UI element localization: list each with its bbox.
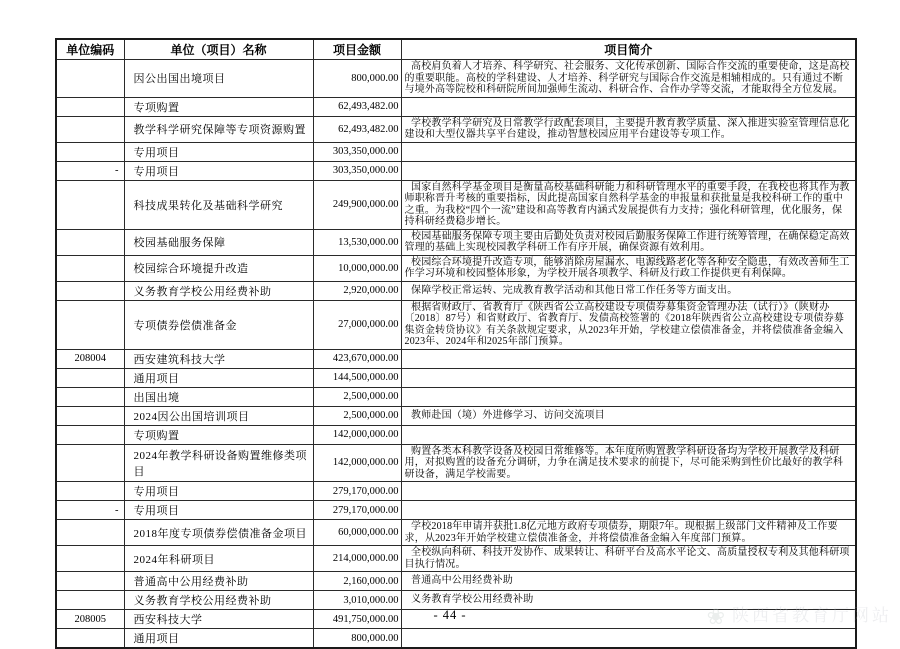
table-row [56,629,856,649]
row-amount-cell: 60,000,000.00 [313,520,401,546]
row-code-cell [56,142,124,161]
row-desc-cell [401,161,856,180]
row-code-cell [56,546,124,572]
table-row [56,572,856,591]
row-code-cell [56,591,124,610]
row-amount-cell: 2,160,000.00 [313,572,401,591]
row-amount-cell: 214,000,000.00 [313,546,401,572]
row-amount-cell: 142,000,000.00 [313,425,401,444]
row-desc-cell: 义务教育学校公用经费补助 [401,591,856,610]
header-amount: 项目金额 [313,39,401,60]
row-code-cell [56,180,124,229]
row-amount-cell: 303,350,000.00 [313,142,401,161]
row-code-cell [56,116,124,142]
table-row [56,425,856,444]
row-name-cell: 校园综合环境提升改造 [124,255,313,281]
row-desc-cell: 学校2018年申请并获批1.8亿元地方政府专项债券，期限7年。现根据上级部门文件精神及工作要求，从2023年开始学校建立偿债准备金，并将偿债准备金编入年度部门预算。 [401,520,856,546]
table-row [56,255,856,281]
row-name-cell: 出国出境 [124,387,313,406]
table-row [56,116,856,142]
row-desc-cell: 普通高中公用经费补助 [401,572,856,591]
row-desc-cell [401,482,856,501]
row-name-cell: 义务教育学校公用经费补助 [124,281,313,300]
row-code-cell [56,60,124,98]
row-code-cell: - [56,161,124,180]
row-code-cell [56,387,124,406]
row-code-cell: 208004 [56,349,124,368]
budget-table [55,38,857,649]
table-row [56,406,856,425]
row-desc-cell [401,368,856,387]
row-code-cell: - [56,501,124,520]
row-amount-cell: 303,350,000.00 [313,161,401,180]
row-amount-cell: 2,500,000.00 [313,387,401,406]
row-amount-cell: 800,000.00 [313,629,401,649]
row-name-cell: 专用项目 [124,501,313,520]
row-amount-cell: 800,000.00 [313,60,401,98]
row-desc-cell: 教师赴国（境）外进修学习、访问交流项目 [401,406,856,425]
row-code-cell: 208005 [56,610,124,629]
flower-logo-icon: ❀ [706,604,728,629]
table-row [56,387,856,406]
row-name-cell: 专用项目 [124,482,313,501]
row-desc-cell: 校园综合环境提升改造专项，能够消除房屋漏水、电源线路老化等各种安全隐患，有效改善师生工作学习环境和校园整体形象，为学校开展各项教学、科研及行政工作提供更有利保障。 [401,255,856,281]
row-amount-cell: 27,000,000.00 [313,300,401,349]
row-code-cell [56,425,124,444]
row-name-cell: 2024因公出国培训项目 [124,406,313,425]
row-name-cell: 义务教育学校公用经费补助 [124,591,313,610]
row-name-cell: 校园基础服务保障 [124,229,313,255]
header-unit-name: 单位（项目）名称 [124,39,313,60]
table-row [56,482,856,501]
row-code-cell [56,444,124,482]
watermark-text: 陕西省教育厅网站 [732,605,892,625]
row-code-cell [56,300,124,349]
row-code-cell [56,368,124,387]
row-name-cell: 科技成果转化及基础科学研究 [124,180,313,229]
row-name-cell: 通用项目 [124,629,313,649]
row-desc-cell: 学校教学科学研究及日常教学行政配套项目，主要提升教育教学质量、深入推进实验室管理信息化建设和大型仪器共享平台建设，推动智慧校园应用平台建设等专项工作。 [401,116,856,142]
row-amount-cell: 2,500,000.00 [313,406,401,425]
table-row [56,60,856,98]
row-code-cell [56,255,124,281]
table-row [56,161,856,180]
row-desc-cell [401,425,856,444]
header-unit-code: 单位编码 [56,39,124,60]
watermark [707,601,892,630]
header-description: 项目简介 [401,39,856,60]
row-name-cell: 教学科学研究保障等专项资源购置 [124,116,313,142]
row-name-cell: 西安建筑科技大学 [124,349,313,368]
page-number: - 44 - [433,608,467,622]
row-desc-cell [401,349,856,368]
row-desc-cell: 高校肩负着人才培养、科学研究、社会服务、文化传承创新、国际合作交流的重要使命，这是高校的重要职能。高校的学科建设、人才培养、科学研究与国际合作交流是相辅相成的。只有通过不断与境外高等院校和科研院所间加强师生流动、科研合作、合作办学等交流，才能取得全方位发展。 [401,60,856,98]
row-amount-cell: 144,500,000.00 [313,368,401,387]
table-row [56,229,856,255]
table-row [56,349,856,368]
row-name-cell: 通用项目 [124,368,313,387]
row-desc-cell [401,501,856,520]
row-code-cell [56,520,124,546]
row-amount-cell: 423,670,000.00 [313,349,401,368]
row-name-cell: 2024年科研项目 [124,546,313,572]
row-desc-cell: 国家自然科学基金项目是衡量高校基础科研能力和科研管理水平的重要手段，在我校也将其作为教师职称晋升考核的重要指标，因此提高国家自然科学基金的申报量和获批量是我校科研工作的重中之重。为我校“四个一流”建设和高等教育内涵式发展提供有力支持；强化科研管理，优化服务，保持科研经费稳步增长。 [401,180,856,229]
table-row [56,546,856,572]
row-name-cell: 专项债券偿债准备金 [124,300,313,349]
header-row [56,39,856,60]
row-name-cell: 专项购置 [124,97,313,116]
row-code-cell [56,482,124,501]
row-name-cell: 专用项目 [124,161,313,180]
row-code-cell [56,406,124,425]
row-amount-cell: 62,493,482.00 [313,97,401,116]
row-amount-cell: 2,920,000.00 [313,281,401,300]
row-desc-cell [401,97,856,116]
table-row [56,444,856,482]
row-amount-cell: 3,010,000.00 [313,591,401,610]
row-desc-cell: 购置各类本科教学设备及校园日常维修等。本年度所购置教学科研设备均为学校开展教学及科研用，对拟购置的设备充分调研，力争在满足技术要求的前提下，尽可能采购到性价比最好的教学科研设备，满足学校需要。 [401,444,856,482]
table-row [56,501,856,520]
row-amount-cell: 279,170,000.00 [313,482,401,501]
row-name-cell: 专项购置 [124,425,313,444]
row-amount-cell: 249,900,000.00 [313,180,401,229]
table-row [56,368,856,387]
table-body [56,60,856,649]
row-amount-cell: 10,000,000.00 [313,255,401,281]
row-code-cell [56,572,124,591]
row-name-cell: 专用项目 [124,142,313,161]
row-desc-cell: 根据省财政厅、省教育厅《陕西省公立高校建设专项债券募集资金管理办法（试行）》（陕财办〔2018〕87号）和省财政厅、省教育厅、发债高校签署的《2018年陕西省公立高校建设专项债券募集资金转贷协议》有关条款规定要求，从2023年开始，学校建立偿债准备金，并将偿债准备金编入2023年、2024年和2025年部门预算。 [401,300,856,349]
table-row [56,281,856,300]
row-amount-cell: 62,493,482.00 [313,116,401,142]
row-name-cell: 西安科技大学 [124,610,313,629]
row-name-cell: 因公出国出境项目 [124,60,313,98]
row-amount-cell: 13,530,000.00 [313,229,401,255]
row-desc-cell [401,142,856,161]
row-desc-cell: 保障学校正常运转、完成教育教学活动和其他日常工作任务等方面支出。 [401,281,856,300]
table-row [56,142,856,161]
table-row [56,180,856,229]
row-code-cell [56,281,124,300]
table-row [56,520,856,546]
row-desc-cell [401,629,856,649]
row-desc-cell [401,387,856,406]
row-code-cell [56,629,124,649]
row-desc-cell: 全校纵向科研、科技开发协作、成果转让、科研平台及高水平论文、高质量授权专利及其他科研项目执行情况。 [401,546,856,572]
table-header [56,39,856,60]
table-row [56,300,856,349]
row-name-cell: 普通高中公用经费补助 [124,572,313,591]
row-amount-cell: 142,000,000.00 [313,444,401,482]
table-row [56,97,856,116]
row-amount-cell: 279,170,000.00 [313,501,401,520]
row-amount-cell: 491,750,000.00 [313,610,401,629]
row-desc-cell: 校园基础服务保障专项主要由后勤处负责对校园后勤服务保障工作进行统筹管理，在确保稳定高效管理的基础上实现校园教学科研工作有序开展，确保资源有效利用。 [401,229,856,255]
row-name-cell: 2024年教学科研设备购置维修类项目 [124,444,313,482]
row-code-cell [56,229,124,255]
row-code-cell [56,97,124,116]
row-name-cell: 2018年度专项债券偿债准备金项目 [124,520,313,546]
